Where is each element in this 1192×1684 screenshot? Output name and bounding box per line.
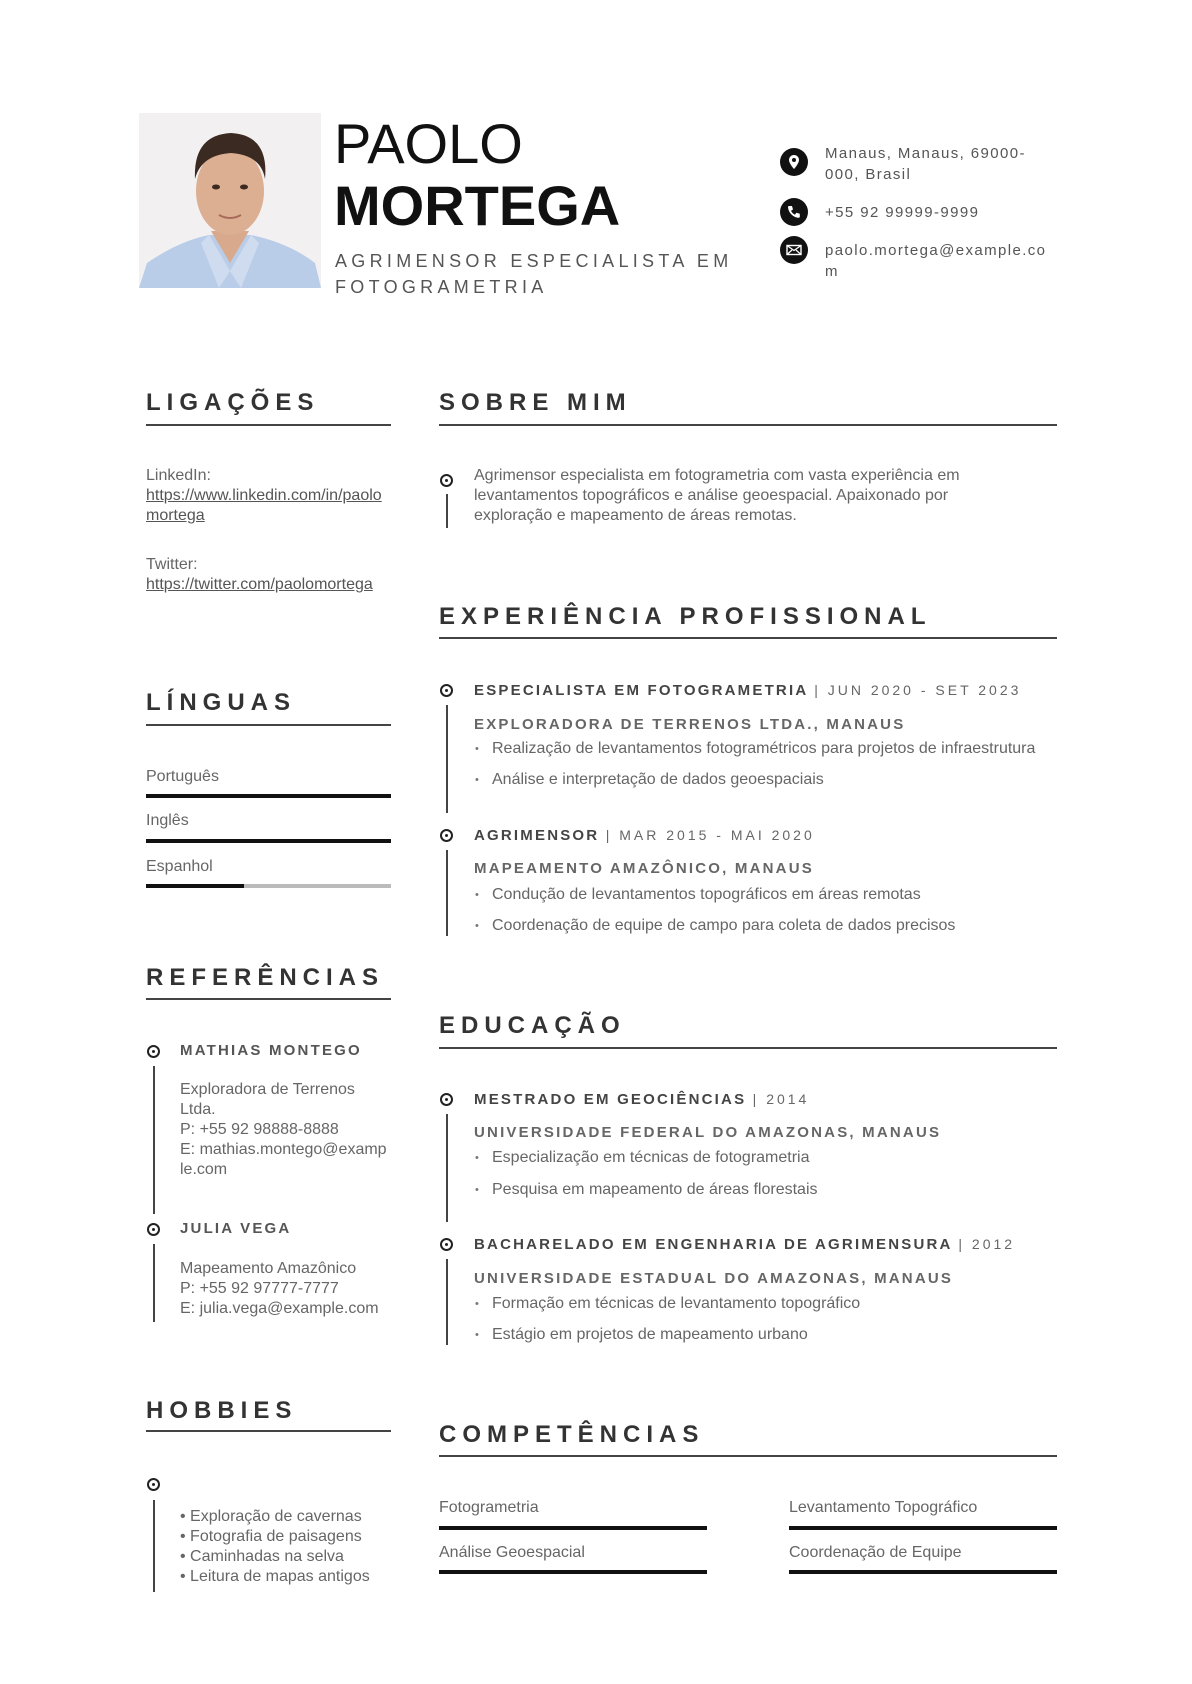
references-heading: REFERÊNCIAS — [146, 964, 385, 991]
language-level-bar — [146, 794, 391, 798]
skill-name: Fotogrametria — [439, 1499, 539, 1516]
job-bullet: • Condução de levantamentos topográficos em áreas remotas — [492, 885, 921, 905]
education-bullet: • Formação em técnicas de levantamento topográfico — [492, 1294, 860, 1314]
degree-name: BACHARELADO EM ENGENHARIA DE AGRIMENSURA — [474, 1236, 953, 1253]
university: UNIVERSIDADE ESTADUAL DO AMAZONAS, MANAUS — [474, 1270, 954, 1287]
language-name: Português — [146, 768, 219, 785]
job-bullet: • Realização de levantamentos fotogramétricos para projetos de infraestrutura — [492, 739, 1035, 759]
contact-phone: +55 92 99999-9999 — [825, 204, 980, 221]
timeline-line — [446, 1114, 448, 1222]
skill-level-bar — [789, 1526, 1057, 1530]
timeline-dot-icon — [440, 829, 453, 842]
timeline-dot-icon — [440, 474, 453, 487]
link-twitter — [146, 555, 391, 595]
link-linkedin — [146, 466, 391, 526]
education-bullet: • Especialização em técnicas de fotogrametria — [492, 1148, 810, 1168]
email-envelope-icon — [780, 236, 808, 264]
divider — [439, 424, 1057, 426]
profile-photo — [139, 113, 321, 288]
degree-year: | 2014 — [752, 1091, 810, 1107]
linkedin-url[interactable]: https://www.linkedin.com/in/paolomortega — [146, 487, 382, 524]
divider — [146, 998, 391, 1000]
timeline-line — [153, 1500, 155, 1592]
timeline-dot-icon — [147, 1223, 160, 1236]
timeline-line — [446, 1259, 448, 1345]
languages-heading: LÍNGUAS — [146, 689, 296, 716]
level-fill — [789, 1526, 1057, 1530]
skill-name: Levantamento Topográfico — [789, 1499, 978, 1516]
language-level-bar — [146, 839, 391, 843]
reference-phone: P: +55 92 98888-8888 — [180, 1121, 339, 1138]
job-bullet: • Coordenação de equipe de campo para coleta de dados precisos — [492, 916, 955, 936]
job-title — [474, 825, 815, 846]
degree-name: MESTRADO EM GEOCIÊNCIAS — [474, 1091, 747, 1108]
level-fill — [439, 1526, 707, 1530]
divider — [146, 724, 391, 726]
reference-details — [180, 1080, 390, 1180]
job-company: EXPLORADORA DE TERRENOS LTDA., MANAUS — [474, 716, 906, 733]
timeline-line — [446, 494, 448, 528]
divider — [439, 637, 1057, 639]
skill-level-bar — [789, 1570, 1057, 1574]
last-name: MORTEGA — [334, 174, 621, 237]
reference-phone: P: +55 92 97777-7777 — [180, 1280, 339, 1297]
education-bullet: • Pesquisa em mapeamento de áreas florestais — [492, 1180, 818, 1200]
link-label: LinkedIn: — [146, 467, 211, 484]
level-fill — [146, 794, 391, 798]
phone-icon — [780, 198, 808, 226]
language-level-bar — [146, 884, 391, 888]
timeline-line — [153, 1066, 155, 1214]
skill-name: Análise Geoespacial — [439, 1544, 585, 1561]
timeline-dot-icon — [440, 1238, 453, 1251]
timeline-line — [446, 705, 448, 813]
hobby-item: • Caminhadas na selva — [180, 1548, 344, 1565]
language-name: Espanhol — [146, 858, 213, 875]
twitter-url[interactable]: https://twitter.com/paolomortega — [146, 576, 373, 593]
level-fill — [146, 839, 391, 843]
first-name: PAOLO — [334, 112, 523, 175]
skill-name: Coordenação de Equipe — [789, 1544, 962, 1561]
timeline-dot-icon — [147, 1045, 160, 1058]
divider — [146, 1430, 391, 1432]
experience-heading: EXPERIÊNCIA PROFISSIONAL — [439, 603, 932, 630]
reference-details — [180, 1259, 390, 1319]
degree-year: | 2012 — [958, 1236, 1016, 1252]
job-role: ESPECIALISTA EM FOTOGRAMETRIA — [474, 682, 808, 699]
degree-title — [474, 1089, 809, 1110]
university: UNIVERSIDADE FEDERAL DO AMAZONAS, MANAUS — [474, 1124, 942, 1141]
timeline-dot-icon — [440, 684, 453, 697]
skill-level-bar — [439, 1526, 707, 1530]
divider — [439, 1455, 1057, 1457]
job-company: MAPEAMENTO AMAZÔNICO, MANAUS — [474, 860, 814, 877]
hobbies-heading: HOBBIES — [146, 1397, 298, 1424]
level-fill — [789, 1570, 1057, 1574]
hobbies-list — [180, 1507, 390, 1587]
job-title: AGRIMENSOR ESPECIALISTA EM FOTOGRAMETRIA — [335, 251, 733, 297]
timeline-dot-icon — [440, 1093, 453, 1106]
divider — [439, 1047, 1057, 1049]
education-heading: EDUCAÇÃO — [439, 1012, 626, 1039]
job-dates: | MAR 2015 - MAI 2020 — [605, 827, 815, 843]
reference-email: E: julia.vega@example.com — [180, 1300, 379, 1317]
location-pin-icon — [780, 148, 808, 176]
hobby-item: • Exploração de cavernas — [180, 1508, 362, 1525]
reference-name: MATHIAS MONTEGO — [180, 1042, 362, 1059]
job-bullet: • Análise e interpretação de dados geoespaciais — [492, 770, 824, 790]
reference-company: Exploradora de Terrenos Ltda. — [180, 1081, 355, 1118]
timeline-dot-icon — [147, 1478, 160, 1491]
level-fill — [439, 1570, 707, 1574]
job-dates: | JUN 2020 - SET 2023 — [814, 682, 1022, 698]
education-bullet: • Estágio em projetos de mapeamento urbano — [492, 1325, 808, 1345]
contact-address: Manaus, Manaus, 69000-000, Brasil — [825, 145, 1026, 183]
link-label: Twitter: — [146, 556, 198, 573]
skills-heading: COMPETÊNCIAS — [439, 1421, 705, 1448]
reference-email: E: mathias.montego@example.com — [180, 1141, 387, 1178]
job-role: AGRIMENSOR — [474, 827, 600, 844]
links-heading: LIGAÇÕES — [146, 389, 320, 416]
reference-name: JULIA VEGA — [180, 1220, 292, 1237]
hobby-item: • Leitura de mapas antigos — [180, 1568, 370, 1585]
timeline-line — [446, 850, 448, 936]
divider — [146, 424, 391, 426]
language-name: Inglês — [146, 812, 189, 829]
job-title — [474, 680, 1064, 701]
timeline-line — [153, 1244, 155, 1322]
hobby-item: • Fotografia de paisagens — [180, 1528, 362, 1545]
level-fill — [146, 884, 244, 888]
about-heading: SOBRE MIM — [439, 389, 632, 416]
degree-title — [474, 1234, 1015, 1255]
about-text: Agrimensor especialista em fotogrametria com vasta experiência em levantamentos topográficos e análise geoespacial. Apaixonado por exploração e mapeamento de áreas remotas. — [474, 467, 960, 524]
reference-company: Mapeamento Amazônico — [180, 1260, 357, 1277]
contact-email[interactable]: paolo.mortega@example.com — [825, 242, 1047, 280]
skill-level-bar — [439, 1570, 707, 1574]
